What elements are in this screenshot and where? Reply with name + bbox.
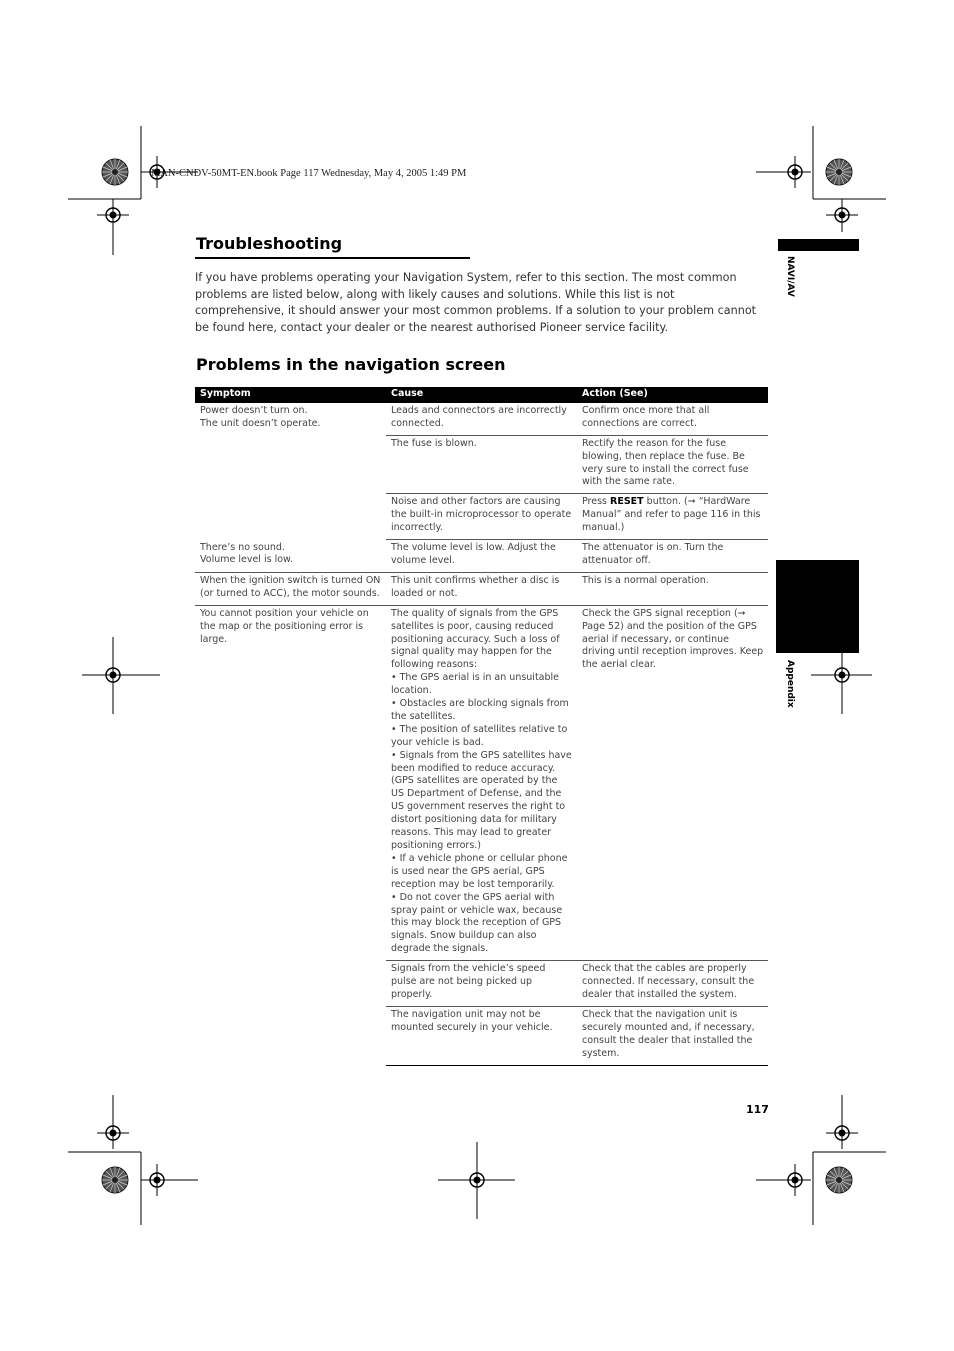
action-text: button. (➞ “HardWare Manual” and refer to page 116 in this manual.) [582,496,761,534]
action-cell: Check that the navigation unit is securely mounted and, if necessary, consult the dealer that installed the system. [577,1006,768,1065]
symptom-line: Power doesn’t turn on. [200,404,308,416]
action-cell [577,494,768,540]
cause-bullet: • The GPS aerial is in an unsuitable location. [391,672,560,697]
action-cell: This is a normal operation. [577,572,768,605]
title-underline [195,257,470,259]
column-header-cause: Cause [386,387,577,403]
cause-text: The quality of signals from the GPS satellites is poor, causing reduced positioning accuracy. Such a loss of signal quality may happen for the following reasons: [391,607,560,671]
action-cell: Check that the cables are properly connected. If necessary, consult the dealer that installed the system. [577,961,768,1007]
cause-cell: Noise and other factors are causing the built-in microprocessor to operate incorrectly. [386,494,577,540]
symptom-line: The unit doesn’t operate. [200,417,321,429]
symptom-cell [195,540,386,573]
cause-cell: The navigation unit may not be mounted securely in your vehicle. [386,1006,577,1065]
side-tab-label-navi-av: NAVI/AV [785,256,795,297]
symptom-cell: When the ignition switch is turned ON (or turned to ACC), the motor sounds. [195,572,386,605]
cause-bullet: • Do not cover the GPS aerial with spray paint or vehicle wax, because this may block the reception of GPS signals. Snow buildup can also degrade the signals. [391,891,563,955]
cause-bullet: • Obstacles are blocking signals from the satellites. [391,698,569,722]
table-header-row [195,387,768,403]
column-header-action: Action (See) [577,387,768,403]
cause-bullet: • The position of satellites relative to your vehicle is bad. [391,723,568,748]
side-tab-block [776,560,859,653]
table-row [195,572,768,605]
action-text: Press [582,496,611,508]
cause-bullet: • Signals from the GPS satellites have been modified to reduce accuracy. (GPS satellites are operated by the US Department of Defense, and the US government reserves the right to distort positioning data for military reasons. This may lead to greater positioning errors.) [391,749,572,851]
reset-key-label: RESET [610,496,644,508]
cause-cell: This unit confirms whether a disc is loaded or not. [386,572,577,605]
table-row [195,605,768,960]
subsection-title: Problems in the navigation screen [196,355,506,374]
book-header-line: MAN-CNDV-50MT-EN.book Page 117 Wednesday, May 4, 2005 1:49 PM [151,168,467,179]
table-row [195,403,768,435]
symptom-cell: You cannot position your vehicle on the map or the positioning error is large. [200,607,369,645]
table-row [195,540,768,573]
cause-cell: Leads and connectors are incorrectly connected. [386,403,577,435]
cause-cell: The fuse is blown. [386,435,577,494]
troubleshooting-table [195,387,768,1066]
action-cell: Check the GPS signal reception (➞ Page 52) and the position of the GPS aerial if necessary, or continue driving until reception improves. Keep the aerial clear. [577,605,768,960]
symptom-line: Volume level is low. [200,554,293,566]
side-tab-label-appendix: Appendix [785,660,795,708]
section-title: Troubleshooting [196,234,343,253]
cause-bullet: • If a vehicle phone or cellular phone is used near the GPS aerial, GPS reception may be lost temporarily. [391,852,568,890]
intro-paragraph: If you have problems operating your Navigation System, refer to this section. The most common problems are listed below, along with likely causes and solutions. While this list is not comprehensive, it should answer your most common problems. If a solution to your problem cannot be found here, contact your dealer or the nearest authorised Pioneer service facility. [195,271,757,334]
action-cell: The attenuator is on. Turn the attenuator off. [577,540,768,573]
symptom-line: There’s no sound. [200,541,285,553]
cause-cell [386,605,577,960]
cause-cell: Signals from the vehicle’s speed pulse are not being picked up properly. [386,961,577,1007]
action-cell: Rectify the reason for the fuse blowing, then replace the fuse. Be very sure to install the correct fuse with the same rate. [577,435,768,494]
side-tab-bar [778,239,859,251]
action-cell: Confirm once more that all connections are correct. [577,403,768,435]
symptom-cell [195,403,386,540]
cause-cell: The volume level is low. Adjust the volume level. [386,540,577,573]
column-header-symptom: Symptom [195,387,386,403]
page-number: 117 [746,1103,769,1116]
